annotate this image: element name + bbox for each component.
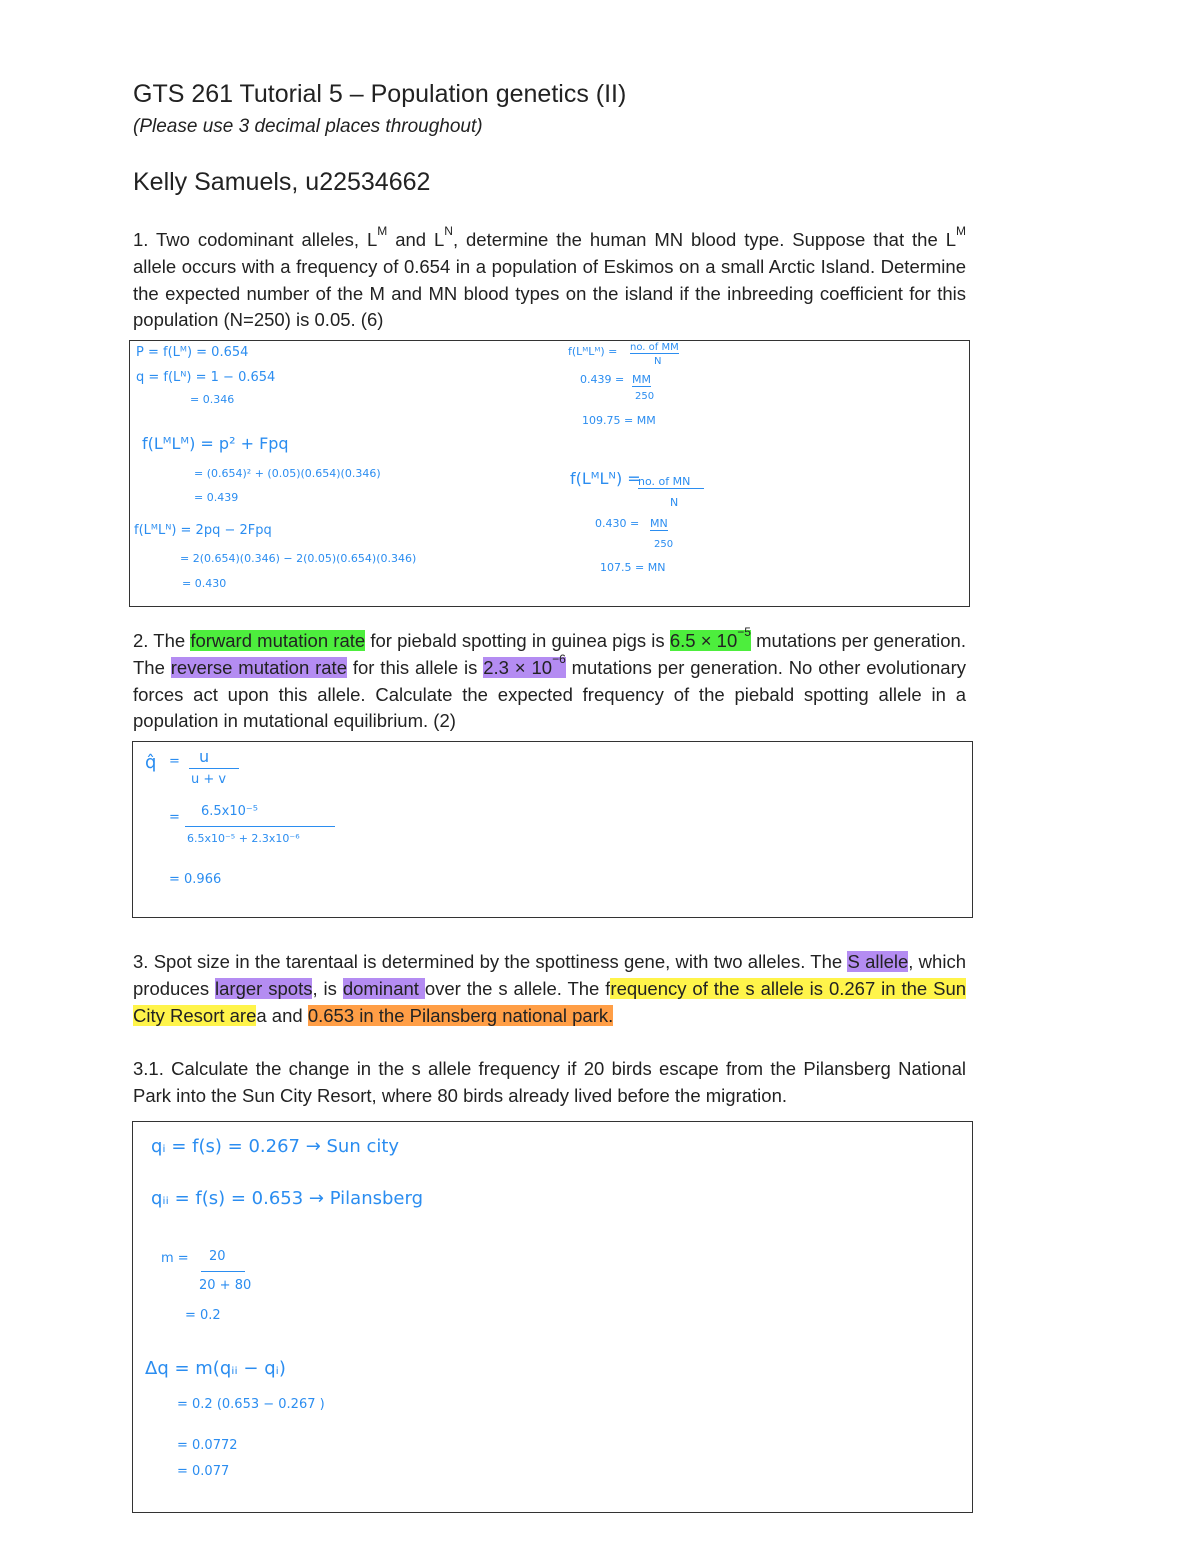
question-3-1-answer-box (132, 1121, 973, 1513)
hw-q2-line: u (199, 747, 210, 766)
hw-q1-right: 109.75 = MM (582, 414, 656, 427)
hw-q31-line: = 0.2 (185, 1308, 221, 1323)
question-3-text: 3. Spot size in the tarentaal is determined by the spottiness gene, with two alleles. The S allele, which produces larger spots, is dominant over the s allele. The frequency of the s allele is 0.267 in the Sun City Resort area and 0.653 in the Pilansberg national park. (133, 951, 967, 1026)
question-3-1-text: 3.1. Calculate the change in the s allele frequency if 20 birds escape from the Pilansberg National Park into the Sun City Resort, where 80 birds already lived before the migration. (133, 1058, 966, 1106)
hw-q31-line: m = (161, 1251, 189, 1266)
hw-q2-line: = (169, 810, 180, 825)
hw-q1-right: 250 (635, 391, 655, 402)
hw-q1-right: MM (632, 373, 651, 386)
hw-q31-line: = 0.077 (177, 1464, 230, 1479)
hw-q1-right: f(LᴹLᴹ) = (568, 345, 618, 358)
hw-q1-right: f(LᴹLᴺ) = (570, 469, 641, 488)
hw-q1-line: = 0.346 (190, 393, 235, 406)
hw-q1-right: N (654, 356, 662, 367)
hw-q2-line: u + v (191, 772, 227, 787)
hw-q1-right: 250 (654, 539, 674, 550)
hw-q31-line: 20 + 80 (199, 1278, 252, 1293)
question-1-answer-box (129, 340, 970, 607)
hw-q31-line: = 0.2 (0.653 − 0.267 ) (177, 1397, 325, 1412)
hw-q1-right: no. of MN (638, 475, 704, 489)
hw-q1-line: f(LᴹLᴹ) = p² + Fpq (142, 434, 289, 453)
page-subtitle: (Please use 3 decimal places throughout) (133, 116, 483, 137)
hw-q31-line: 20 (209, 1249, 226, 1264)
hw-q31-line: qᵢ = f(s) = 0.267 → Sun city (151, 1136, 400, 1157)
hw-q1-right: no. of MM (630, 342, 679, 353)
page-title: GTS 261 Tutorial 5 – Population genetics (II) (133, 80, 627, 108)
question-2-text: 2. The forward mutation rate for piebald spotting in guinea pigs is $6.5 \times 10^{-5}$ mutations per generation. The reverse mutation rate for this allele is $2.3 \times 10^{-6}$ mutations per generation. No other evolutionary forces act upon this allele. Calculate the expected frequency of the piebald spotting allele in a population in mutational equilibrium. (2) (133, 625, 966, 732)
hw-q1-line: = 2(0.654)(0.346) − 2(0.05)(0.654)(0.346) (180, 552, 417, 565)
hw-q1-right: 0.430 = (595, 517, 640, 530)
hw-q1-line: q = f(Lᴺ) = 1 − 0.654 (136, 370, 276, 385)
hw-q1-right: MN (650, 517, 668, 530)
hw-q31-line: Δq = m(qᵢᵢ − qᵢ) (145, 1358, 286, 1379)
hw-q1-right: N (670, 496, 679, 509)
hw-q1-line: = 0.439 (194, 491, 239, 504)
hw-q2-line: 6.5x10⁻⁵ + 2.3x10⁻⁶ (187, 832, 300, 845)
hw-q2-line: 6.5x10⁻⁵ (201, 804, 258, 819)
hw-q1-right: 0.439 = (580, 373, 625, 386)
hw-q1-line: P = f(Lᴹ) = 0.654 (136, 345, 249, 360)
hw-q2-line: q̂ (145, 752, 157, 773)
hw-q1-line: = (0.654)² + (0.05)(0.654)(0.346) (194, 467, 381, 480)
hw-q1-line: = 0.430 (182, 577, 227, 590)
question-2-answer-box (132, 741, 973, 918)
hw-q31-line: = 0.0772 (177, 1438, 238, 1453)
question-1-text: 1. Two codominant alleles, $L^M$ and $L^N$, determine the human MN blood type. Suppose that the $L^M$ allele occurs with a frequency of 0.654 in a population of Eskimos on a small Arctic Island. Determine the expected number of the M and MN blood types on the island if the inbreeding coefficient for this population (N=250) is 0.05. (6) (133, 224, 966, 331)
hw-q1-line: f(LᴹLᴺ) = 2pq − 2Fpq (134, 523, 272, 538)
hw-q1-right: 107.5 = MN (600, 561, 666, 574)
hw-q2-line: = 0.966 (169, 872, 222, 887)
hw-q2-line: = (169, 754, 180, 769)
hw-q31-line: qᵢᵢ = f(s) = 0.653 → Pilansberg (151, 1188, 424, 1209)
author-line: Kelly Samuels, u22534662 (133, 168, 431, 196)
